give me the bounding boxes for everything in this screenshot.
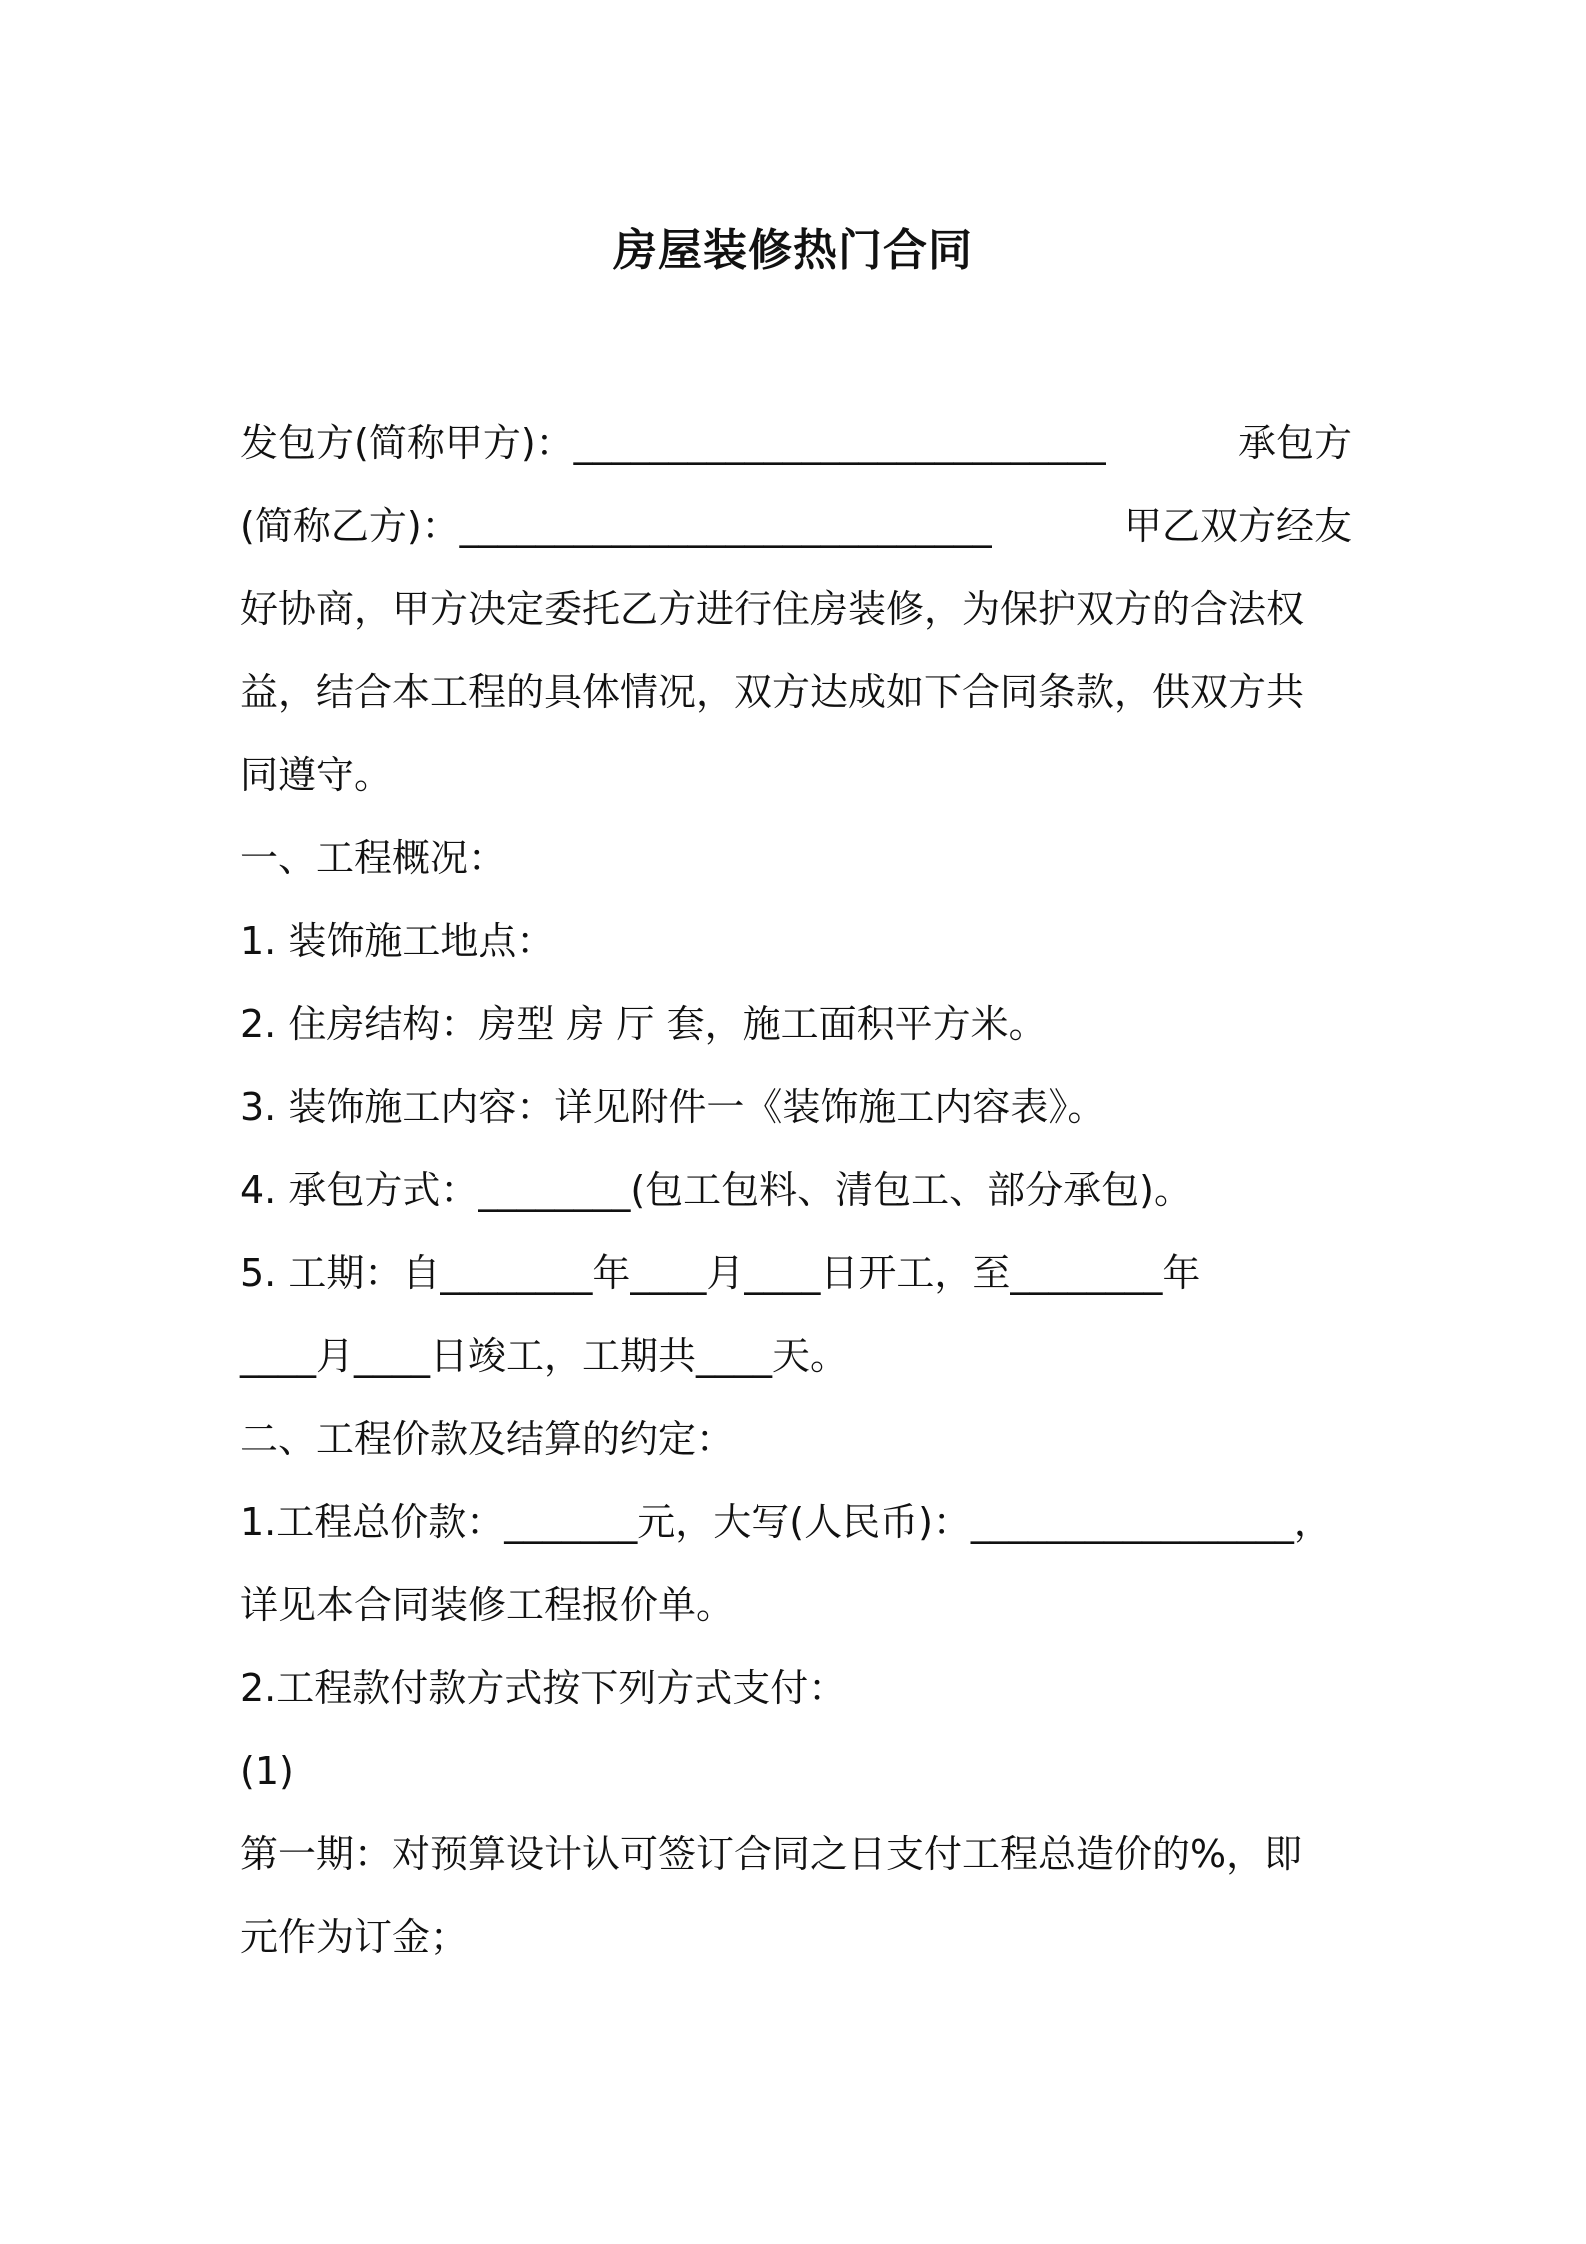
agreement-start: 甲乙双方经友 (1123, 504, 1352, 548)
text-line (240, 402, 1352, 485)
text-line: 2. 住房结构：房型 房 厅 套，施工面积平方米。 (240, 1002, 1047, 1046)
text-line: 1.工程总价款：_______元，大写(人民币)：_________________， (240, 1500, 1332, 1544)
text-line: (1) (240, 1749, 294, 1793)
text-line: ____月____日竣工，工期共____天。 (240, 1334, 849, 1378)
document-title: 房屋装修热门合同 (613, 225, 973, 276)
text-line: 3. 装饰施工内容：详见附件一《装饰施工内容表》。 (240, 1085, 1106, 1129)
text-line: 同遵守。 (240, 753, 393, 797)
text-line: 1. 装饰施工地点： (240, 919, 555, 963)
text-line: 第一期：对预算设计认可签订合同之日支付工程总造价的%，即 (240, 1832, 1303, 1876)
text-line: 2.工程款付款方式按下列方式支付： (240, 1666, 847, 1710)
section-heading: 一、工程概况： (240, 836, 507, 880)
party-a-label: 发包方(简称甲方)：____________________________ (240, 421, 1106, 465)
text-line: 元作为订金； (240, 1915, 469, 1959)
text-line: 5. 工期：自________年____月____日开工，至________年 (240, 1251, 1201, 1295)
party-b-name-label: (简称乙方)：____________________________ (240, 504, 992, 548)
text-line: 4. 承包方式：________(包工包料、清包工、部分承包)。 (240, 1168, 1192, 1212)
text-line: 好协商，甲方决定委托乙方进行住房装修，为保护双方的合法权 (240, 587, 1305, 631)
party-b-label: 承包方 (1237, 421, 1352, 465)
text-line (240, 485, 1352, 568)
text-line: 详见本合同装修工程报价单。 (240, 1583, 735, 1627)
document-body (240, 402, 1352, 1979)
section-heading: 二、工程价款及结算的约定： (240, 1417, 735, 1461)
text-line: 益，结合本工程的具体情况，双方达成如下合同条款，供双方共 (240, 670, 1305, 714)
